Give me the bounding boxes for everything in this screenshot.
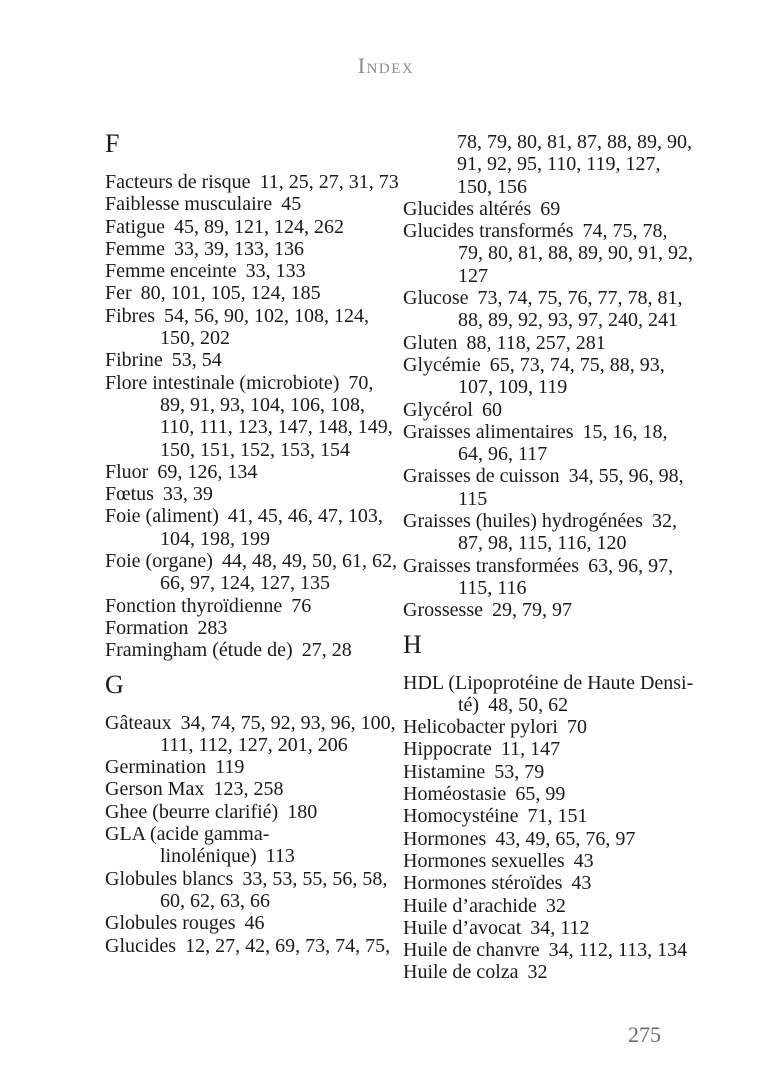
entry-pages: 53, 79 [494, 760, 545, 783]
entry-term: Glucose [403, 287, 469, 310]
entry-term: Foie (aliment) [105, 505, 219, 528]
index-entry [403, 354, 697, 399]
index-entry [105, 305, 399, 350]
entry-pages: 46 [244, 912, 265, 935]
entry-pages: 60 [481, 398, 502, 421]
entry-pages: 43 [571, 872, 592, 895]
index-column-right [403, 131, 697, 984]
index-entry [403, 828, 697, 850]
entry-term: Faiblesse musculaire [105, 193, 273, 216]
entry-pages: 12, 27, 42, 69, 73, 74, 75, [185, 934, 391, 957]
entry-pages: 88, 118, 257, 281 [466, 331, 606, 354]
entry-term: Huile de colza [403, 961, 519, 984]
index-entry [105, 639, 399, 661]
entry-term: Graisses (huiles) hydrogénées [403, 510, 643, 533]
index-entry [403, 220, 697, 287]
entry-pages: 73, 74, 75, 76, 77, 78, 81, 88, 89, 92, 93, 97, 240, 241 [458, 287, 683, 332]
entry-pages: 15, 16, 18, 64, 96, 117 [458, 420, 668, 466]
entry-term: Huile de chanvre [403, 939, 540, 962]
entry-term: Graisses transformées [403, 554, 580, 577]
entry-pages: 11, 147 [500, 738, 561, 761]
entry-term: Glucides transformés [403, 220, 574, 243]
index-entry [403, 738, 697, 760]
entry-pages: 33, 53, 55, 56, 58, 60, 62, 63, 66 [160, 867, 388, 912]
index-columns [105, 131, 697, 984]
index-entry [105, 238, 399, 260]
entry-pages: 70, 89, 91, 93, 104, 106, 108, 110, 111, 123, 147, 148, 149, 150, 151, 152, 153, 154 [160, 371, 393, 461]
index-entry [403, 761, 697, 783]
entry-pages: 113 [265, 845, 295, 868]
index-entry [403, 805, 697, 827]
entry-term: Fibrine [105, 349, 163, 372]
entry-term: Germination [105, 756, 207, 779]
index-entry [403, 783, 697, 805]
entry-term: Hippocrate [403, 738, 492, 761]
entry-pages: 65, 99 [515, 783, 566, 806]
index-entry [403, 850, 697, 872]
section-heading: H [403, 629, 422, 659]
entry-term: Graisses alimentaires [403, 420, 574, 443]
entry-term: Glucides [105, 934, 177, 957]
entry-term: Grossesse [403, 599, 483, 622]
index-entry [105, 216, 399, 238]
entry-term: Framingham (étude de) [105, 639, 293, 662]
index-entry [105, 801, 399, 823]
entry-pages: 33, 39, 133, 136 [174, 237, 304, 260]
index-entry [403, 465, 697, 510]
entry-pages: 76 [291, 594, 312, 617]
index-entry [105, 282, 399, 304]
index-entry [105, 260, 399, 282]
entry-term: Fibres [105, 304, 155, 327]
index-entry [403, 917, 697, 939]
index-entry [403, 599, 697, 621]
entry-pages: 48, 50, 62 [488, 693, 569, 716]
entry-term: Homéostasie [403, 783, 507, 806]
entry-term: Femme enceinte [105, 260, 237, 283]
index-entry [105, 349, 399, 371]
index-entry [403, 872, 697, 894]
entry-term: Fluor [105, 460, 149, 483]
index-entry [403, 332, 697, 354]
entry-term: Gâteaux [105, 711, 172, 734]
entry-pages: 34, 74, 75, 92, 93, 96, 100, 111, 112, 127, 201, 206 [160, 711, 396, 756]
entry-term: Hormones stéroïdes [403, 872, 563, 895]
entry-pages: 43, 49, 65, 76, 97 [495, 827, 636, 850]
entry-term: Fer [105, 282, 132, 305]
entry-term: Huile d’arachide [403, 894, 537, 917]
entry-term: GLA (acide gamma-linolénique) [105, 823, 270, 868]
index-entry [105, 778, 399, 800]
index-entry [105, 483, 399, 505]
entry-pages: 41, 45, 46, 47, 103, 104, 198, 199 [160, 505, 383, 550]
index-entry [105, 868, 399, 913]
index-entry [403, 555, 697, 600]
index-entry [105, 193, 399, 215]
entry-term: Helicobacter pylori [403, 716, 558, 739]
entry-pages: 34, 112 [530, 916, 590, 939]
entry-pages: 123, 258 [213, 778, 284, 801]
entry-pages: 45, 89, 121, 124, 262 [174, 215, 344, 238]
entry-term: Gerson Max [105, 778, 205, 801]
entry-pages: 65, 73, 74, 75, 88, 93, 107, 109, 119 [458, 353, 665, 399]
entry-pages: 32 [545, 894, 566, 917]
index-entry [403, 716, 697, 738]
entry-pages: 45 [281, 193, 302, 216]
index-entry [105, 171, 399, 193]
index-entry [105, 372, 399, 461]
entry-term: Foie (organe) [105, 550, 213, 573]
entry-pages: 74, 75, 78, 79, 80, 81, 88, 89, 90, 91, 92, 127 [458, 220, 693, 287]
index-entry [105, 617, 399, 639]
index-entry [105, 505, 399, 550]
entry-term: Fonction thyroïdienne [105, 594, 283, 617]
index-entry [403, 939, 697, 961]
index-entry [105, 756, 399, 778]
index-entry [403, 399, 697, 421]
index-entry [403, 421, 697, 466]
entry-term: Glycémie [403, 353, 481, 376]
index-entry [105, 595, 399, 617]
entry-term: Globules blancs [105, 867, 234, 890]
entry-term: Homocystéine [403, 805, 519, 828]
index-entry-continuation [403, 131, 697, 198]
entry-pages: 43 [573, 849, 594, 872]
index-entry [105, 935, 399, 957]
entry-pages: 69 [540, 197, 561, 220]
entry-pages: 71, 151 [527, 805, 588, 828]
entry-term: Gluten [403, 331, 458, 354]
entry-term: Histamine [403, 760, 486, 783]
index-entry [403, 672, 697, 717]
entry-pages: 44, 48, 49, 50, 61, 62, 66, 97, 124, 127, 135 [160, 550, 397, 595]
entry-pages: 33, 133 [245, 260, 306, 283]
index-entry [105, 712, 399, 757]
entry-pages: 70 [566, 716, 587, 739]
index-entry [403, 895, 697, 917]
entry-pages: 34, 55, 96, 98, 115 [458, 465, 684, 510]
index-entry [105, 461, 399, 483]
entry-pages: 78, 79, 80, 81, 87, 88, 89, 90, 91, 92, 95, 110, 119, 127, 150, 156 [457, 131, 692, 198]
entry-term: Hormones sexuelles [403, 849, 565, 872]
index-entry [403, 198, 697, 220]
index-entry [403, 287, 697, 332]
entry-pages: 180 [287, 800, 318, 823]
page-title: Index [357, 53, 415, 78]
entry-pages: 54, 56, 90, 102, 108, 124, 150, 202 [160, 304, 369, 350]
index-entry [105, 823, 399, 868]
entry-pages: 32 [527, 961, 548, 984]
entry-term: Globules rouges [105, 912, 236, 935]
entry-pages: 69, 126, 134 [157, 460, 258, 483]
entry-term: Glycérol [403, 398, 473, 421]
section-heading: F [105, 129, 120, 158]
entry-pages: 53, 54 [171, 349, 222, 372]
entry-pages: 119 [215, 756, 245, 779]
page-number: 275 [628, 1022, 661, 1047]
section-heading: G [105, 669, 124, 699]
entry-pages: 283 [197, 616, 228, 639]
entry-pages: 29, 79, 97 [492, 599, 572, 622]
entry-term: Femme [105, 237, 165, 260]
entry-term: Hormones [403, 827, 487, 850]
entry-pages: 33, 39 [162, 483, 213, 506]
entry-term: Flore intestinale (microbiote) [105, 371, 340, 394]
index-entry [403, 961, 697, 983]
entry-pages: 11, 25, 27, 31, 73 [259, 171, 399, 193]
entry-term: Formation [105, 616, 189, 639]
entry-term: Graisses de cuisson [403, 465, 560, 488]
index-entry [105, 912, 399, 934]
index-column-left [105, 131, 399, 984]
entry-pages: 27, 28 [301, 639, 352, 662]
entry-term: Huile d’avocat [403, 916, 522, 939]
entry-pages: 63, 96, 97, 115, 116 [458, 554, 674, 599]
index-entry [403, 510, 697, 555]
entry-term: Glucides altérés [403, 197, 532, 220]
entry-term: Facteurs de risque [105, 171, 251, 193]
entry-term: Fœtus [105, 483, 154, 506]
entry-term: Ghee (beurre clarifié) [105, 800, 279, 823]
entry-pages: 32, 87, 98, 115, 116, 120 [458, 510, 677, 555]
entry-term: Fatigue [105, 215, 165, 238]
entry-pages: 80, 101, 105, 124, 185 [140, 282, 321, 305]
entry-pages: 34, 112, 113, 134 [548, 939, 688, 962]
entry-term: HDL (Lipoprotéine de Haute Densité) [403, 671, 694, 716]
index-entry [105, 550, 399, 595]
